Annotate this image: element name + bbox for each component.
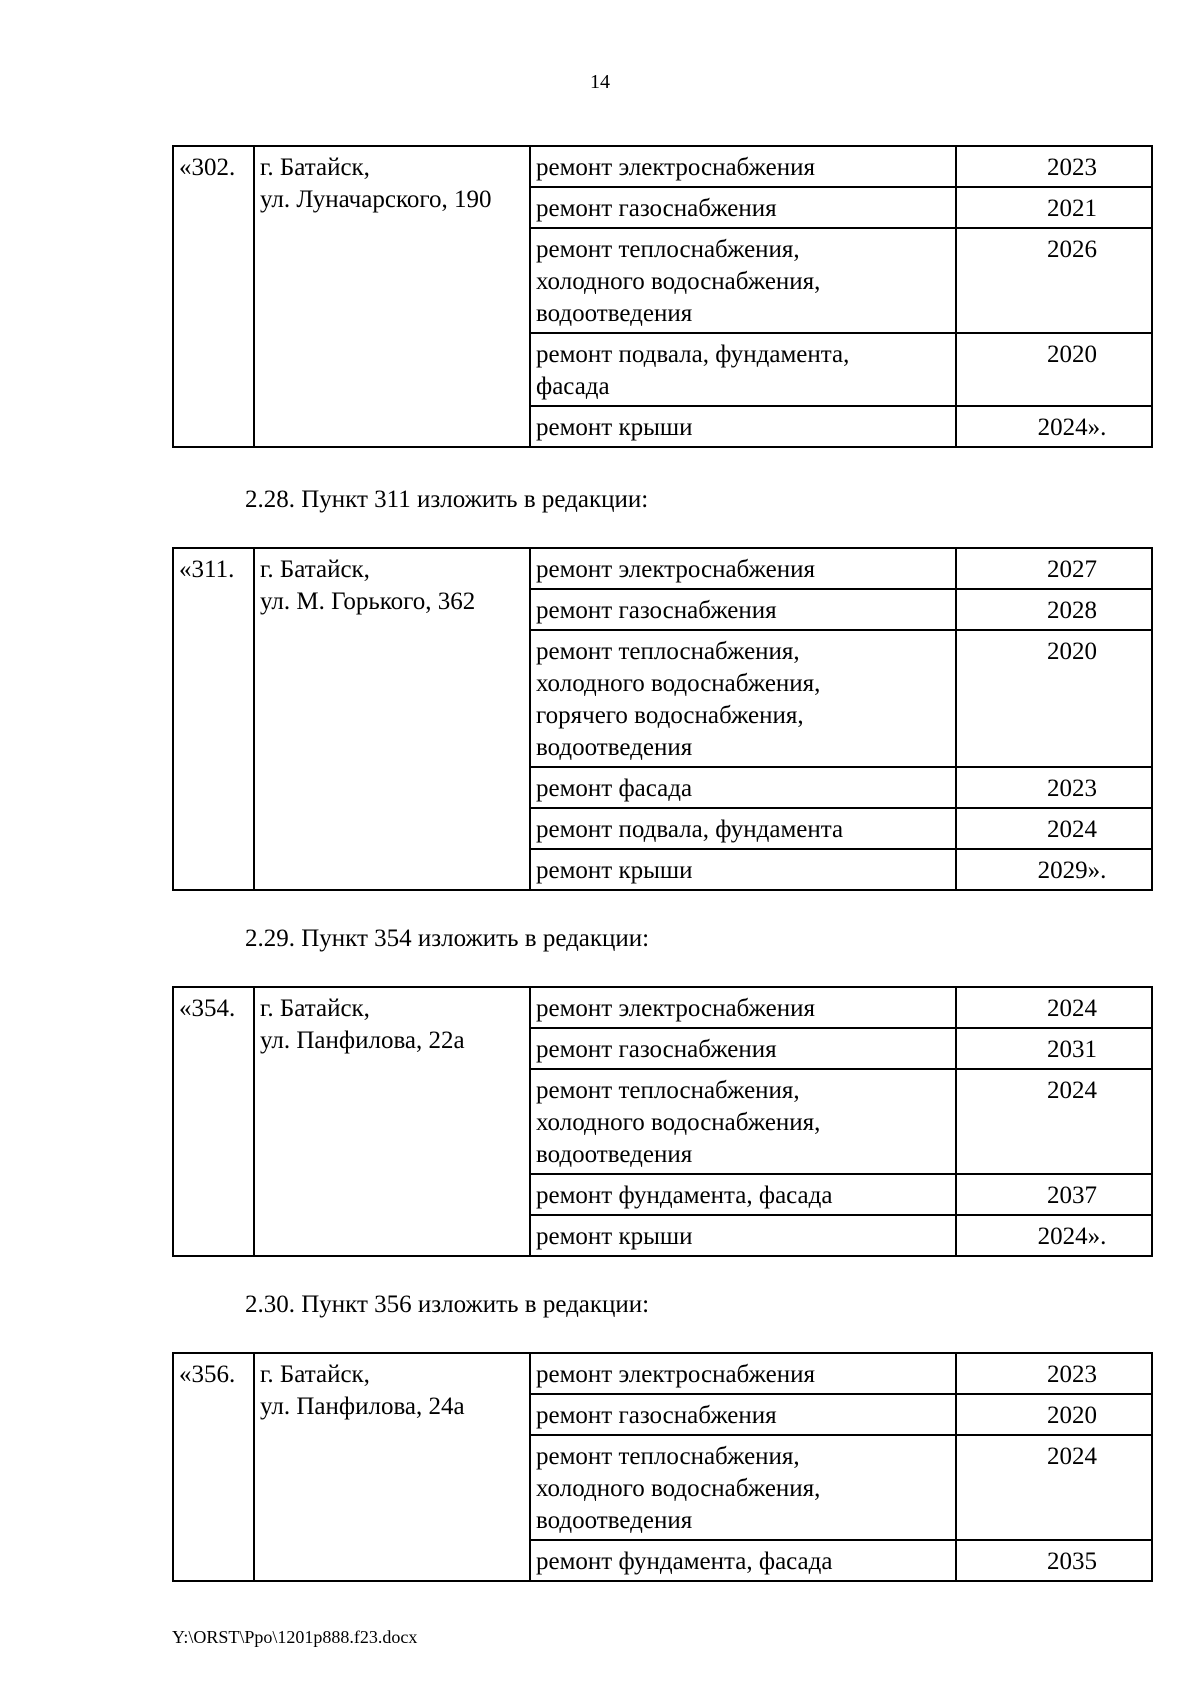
work-name: ремонт фундамента, фасада	[530, 1174, 956, 1215]
work-year: 2021	[1047, 195, 1097, 222]
address-street: ул. Панфилова, 24а	[260, 1393, 465, 1420]
work-year: 2024	[1047, 1077, 1097, 1104]
work-year: 2029».	[1037, 857, 1107, 884]
work-name: ремонт фундамента, фасада	[530, 1540, 956, 1581]
work-year-cell	[956, 1353, 1152, 1394]
work-year-cell	[956, 1174, 1152, 1215]
work-year: 2024	[1047, 995, 1097, 1022]
work-year-cell	[956, 1069, 1152, 1174]
work-year-cell	[956, 767, 1152, 808]
work-year-cell	[956, 1394, 1152, 1435]
item-number: «354.	[173, 987, 254, 1256]
work-name: ремонт газоснабжения	[530, 187, 956, 228]
table-row	[173, 548, 1152, 589]
item-address	[254, 548, 530, 890]
footer-file-path: Y:\ORST\Ppo\1201p888.f23.docx	[172, 1627, 418, 1647]
work-year-cell	[956, 808, 1152, 849]
work-name: ремонт фасада	[530, 767, 956, 808]
work-name: ремонт теплоснабжения, холодного водоснабжения, водоотведения	[530, 1069, 956, 1174]
work-year: 2037	[1047, 1182, 1097, 1209]
work-year: 2031	[1047, 1036, 1097, 1063]
work-year: 2020	[1047, 1402, 1097, 1429]
work-year: 2023	[1047, 1361, 1097, 1388]
work-name: ремонт электроснабжения	[530, 987, 956, 1028]
work-year-cell	[956, 849, 1152, 890]
work-year: 2024	[1047, 816, 1097, 843]
address-city: г. Батайск,	[260, 1361, 370, 1388]
work-year: 2028	[1047, 597, 1097, 624]
work-year: 2027	[1047, 556, 1097, 583]
address-street: ул. Панфилова, 22а	[260, 1027, 465, 1054]
table-row	[173, 987, 1152, 1028]
address-city: г. Батайск,	[260, 556, 370, 583]
item-number: «302.	[173, 146, 254, 447]
work-year-cell	[956, 589, 1152, 630]
work-year-cell	[956, 630, 1152, 767]
section-heading: 2.28. Пункт 311 изложить в редакции:	[245, 486, 649, 513]
work-year: 2020	[1047, 638, 1097, 665]
work-name: ремонт электроснабжения	[530, 146, 956, 187]
work-name: ремонт газоснабжения	[530, 589, 956, 630]
work-name: ремонт крыши	[530, 1215, 956, 1256]
work-name: ремонт газоснабжения	[530, 1028, 956, 1069]
work-year: 2023	[1047, 775, 1097, 802]
work-name: ремонт подвала, фундамента, фасада	[530, 333, 956, 406]
page-number: 14	[590, 71, 610, 93]
item-table-311	[172, 547, 1153, 891]
work-year-cell	[956, 1215, 1152, 1256]
item-number: «311.	[173, 548, 254, 890]
item-address	[254, 146, 530, 447]
work-year-cell	[956, 1435, 1152, 1540]
work-year: 2024».	[1037, 414, 1107, 441]
work-name: ремонт теплоснабжения, холодного водоснабжения, водоотведения	[530, 1435, 956, 1540]
work-name: ремонт электроснабжения	[530, 548, 956, 589]
work-year-cell	[956, 548, 1152, 589]
work-year-cell	[956, 146, 1152, 187]
work-name: ремонт газоснабжения	[530, 1394, 956, 1435]
address-city: г. Батайск,	[260, 995, 370, 1022]
address-street: ул. Луначарского, 190	[260, 186, 492, 213]
work-name: ремонт электроснабжения	[530, 1353, 956, 1394]
work-year: 2020	[1047, 341, 1097, 368]
address-city: г. Батайск,	[260, 154, 370, 181]
work-year: 2035	[1047, 1548, 1097, 1575]
work-year-cell	[956, 187, 1152, 228]
work-year: 2023	[1047, 154, 1097, 181]
item-table-302	[172, 145, 1153, 448]
work-year-cell	[956, 1540, 1152, 1581]
item-address	[254, 1353, 530, 1581]
work-year-cell	[956, 228, 1152, 333]
work-year-cell	[956, 987, 1152, 1028]
work-year-cell	[956, 333, 1152, 406]
item-address	[254, 987, 530, 1256]
work-name: ремонт теплоснабжения, холодного водоснабжения, водоотведения	[530, 228, 956, 333]
item-table-354	[172, 986, 1153, 1257]
address-street: ул. М. Горького, 362	[260, 588, 476, 615]
work-year: 2024».	[1037, 1223, 1107, 1250]
section-heading: 2.30. Пункт 356 изложить в редакции:	[245, 1291, 650, 1318]
table-row	[173, 1353, 1152, 1394]
item-table-356	[172, 1352, 1153, 1582]
item-number: «356.	[173, 1353, 254, 1581]
work-name: ремонт крыши	[530, 406, 956, 447]
table-row	[173, 146, 1152, 187]
work-name: ремонт подвала, фундамента	[530, 808, 956, 849]
work-year: 2024	[1047, 1443, 1097, 1470]
work-name: ремонт крыши	[530, 849, 956, 890]
work-year-cell	[956, 1028, 1152, 1069]
section-heading: 2.29. Пункт 354 изложить в редакции:	[245, 925, 650, 952]
work-year: 2026	[1047, 236, 1097, 263]
work-name: ремонт теплоснабжения, холодного водоснабжения, горячего водоснабжения, водоотведения	[530, 630, 956, 767]
work-year-cell	[956, 406, 1152, 447]
